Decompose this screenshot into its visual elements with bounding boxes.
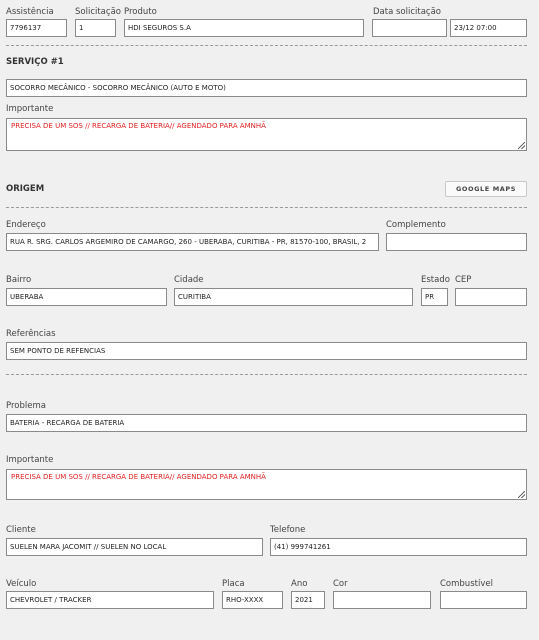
data-solicitacao-field[interactable]: [372, 19, 447, 37]
divider: [6, 45, 527, 46]
importante-textarea[interactable]: [6, 118, 527, 151]
ano-label: Ano: [291, 579, 308, 589]
problema-field[interactable]: BATERIA - RECARGA DE BATERIA: [6, 414, 527, 432]
importante-label: Importante: [6, 104, 54, 114]
estado-field[interactable]: PR: [421, 288, 448, 306]
endereco-field[interactable]: RUA R. SRG. CARLOS ARGEMIRO DE CAMARGO, 260 - UBERABA, CURITIBA - PR, 81570-100, BRASIL, 2: [6, 233, 379, 251]
telefone-label: Telefone: [270, 525, 306, 535]
divider: [6, 374, 527, 375]
data-solicitacao-label: Data solicitação: [373, 7, 442, 17]
telefone-field[interactable]: (41) 999741261: [270, 538, 527, 556]
cor-label: Cor: [333, 579, 348, 589]
referencias-label: Referências: [6, 329, 56, 339]
origem-title: ORIGEM: [6, 184, 45, 194]
importante-label: Importante: [6, 455, 54, 465]
bairro-label: Bairro: [6, 275, 32, 285]
produto-field[interactable]: HDI SEGUROS S.A: [124, 19, 364, 37]
cep-label: CEP: [455, 275, 472, 285]
problema-label: Problema: [6, 401, 46, 411]
endereco-label: Endereço: [6, 220, 46, 230]
importante-text: PRECISA DE UM SOS // RECARGA DE BATERIA// AGENDADO PARA AMNHÃ: [11, 122, 266, 130]
importante-textarea[interactable]: [6, 469, 527, 500]
hora-solicitacao-field[interactable]: 23/12 07:00: [450, 19, 527, 37]
servico-title: SERVIÇO #1: [6, 57, 64, 67]
resize-grip-icon[interactable]: [518, 491, 525, 498]
cliente-field[interactable]: SUELEN MARA JACOMIT // SUELEN NO LOCAL: [6, 538, 263, 556]
assistencia-field[interactable]: 7796137: [6, 19, 67, 37]
placa-field[interactable]: RHO-XXXX: [222, 591, 283, 609]
solicitacao-label: Solicitação: [75, 7, 121, 17]
complemento-field[interactable]: [386, 233, 527, 251]
servico-field[interactable]: SOCORRO MECÂNICO - SOCORRO MECÂNICO (AUTO E MOTO): [6, 79, 527, 97]
veiculo-field[interactable]: CHEVROLET / TRACKER: [6, 591, 214, 609]
combustivel-label: Combustível: [440, 579, 493, 589]
complemento-label: Complemento: [386, 220, 446, 230]
google-maps-button[interactable]: GOOGLE MAPS: [445, 181, 527, 197]
resize-grip-icon[interactable]: [518, 142, 525, 149]
veiculo-label: Veículo: [6, 579, 37, 589]
cor-field[interactable]: [333, 591, 431, 609]
assistencia-label: Assistência: [6, 7, 54, 17]
ano-field[interactable]: 2021: [291, 591, 325, 609]
cidade-label: Cidade: [174, 275, 204, 285]
combustivel-field[interactable]: [440, 591, 527, 609]
cidade-field[interactable]: CURITIBA: [174, 288, 413, 306]
estado-label: Estado: [421, 275, 450, 285]
solicitacao-field[interactable]: 1: [75, 19, 116, 37]
importante-text: PRECISA DE UM SOS // RECARGA DE BATERIA// AGENDADO PARA AMNHÃ: [11, 473, 266, 481]
referencias-field[interactable]: SEM PONTO DE REFENCIAS: [6, 342, 527, 360]
divider: [6, 207, 527, 208]
cep-field[interactable]: [455, 288, 527, 306]
bairro-field[interactable]: UBERABA: [6, 288, 167, 306]
produto-label: Produto: [124, 7, 157, 17]
cliente-label: Cliente: [6, 525, 36, 535]
placa-label: Placa: [222, 579, 245, 589]
